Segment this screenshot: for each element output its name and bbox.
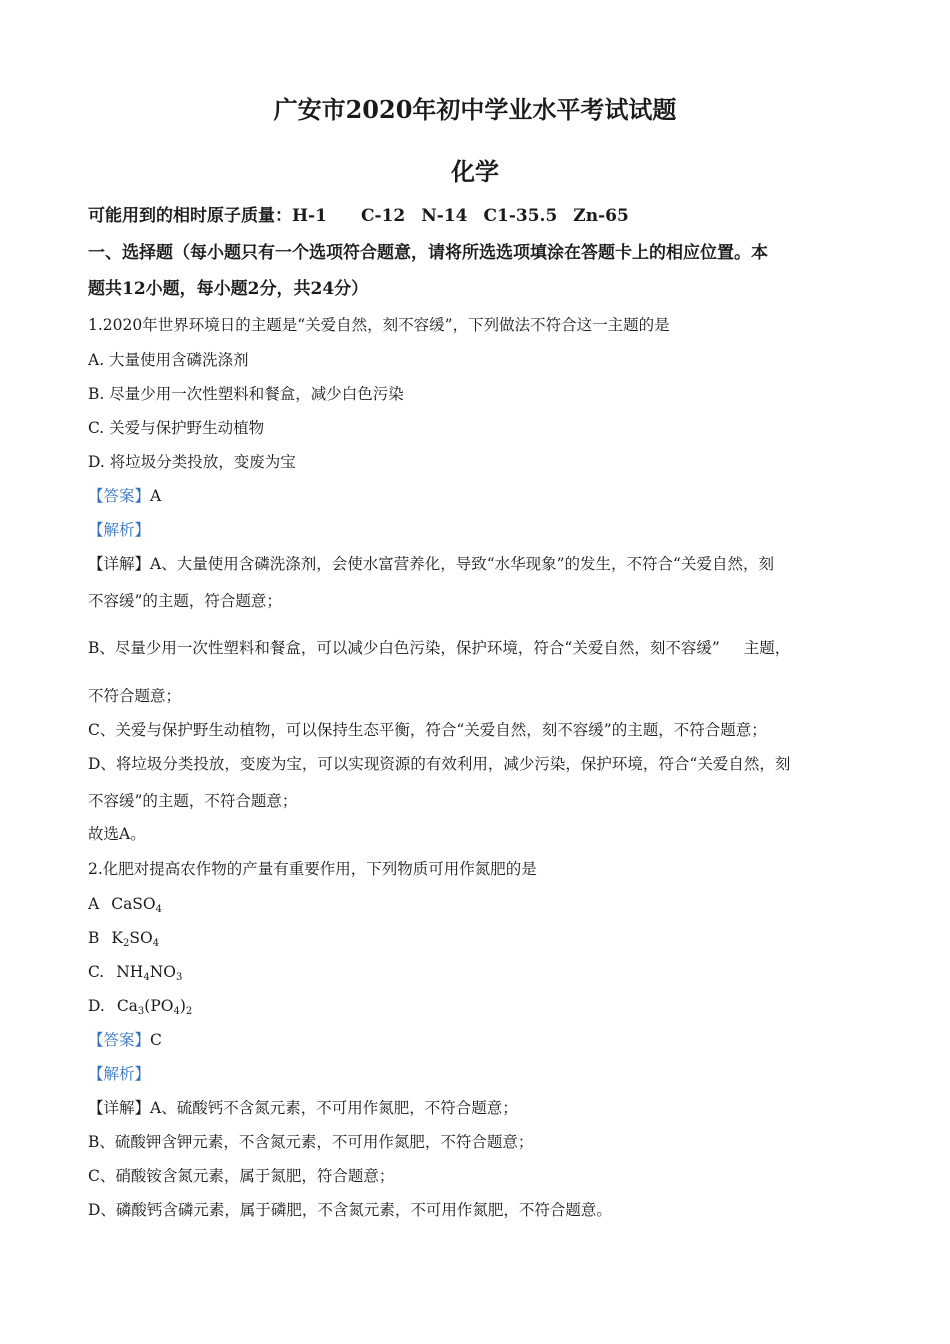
section-heading-line1: 一、选择题（每小题只有一个选项符合题意，请将所选选项填涂在答题卡上的相应位置。本: [88, 243, 768, 263]
q2-option-a: [88, 893, 162, 915]
q1-option-a: A. 大量使用含磷洗涤剂: [88, 351, 249, 369]
option-letter: C.: [88, 963, 105, 981]
formula-part: (PO: [144, 997, 174, 1015]
formula-part: CaSO: [111, 895, 156, 913]
q2-detail-a: [88, 1097, 518, 1119]
formula-part: Ca: [116, 997, 138, 1015]
option-letter: D.: [88, 997, 105, 1015]
formula-subscript: 4: [143, 972, 150, 983]
answer-tag: 【答案】: [88, 1031, 151, 1049]
formula-subscript: 3: [175, 972, 183, 983]
formula-part: ): [179, 997, 186, 1015]
option-letter: A: [88, 895, 100, 913]
q1-detail-a-line2: 不容缓”的主题，符合题意；: [88, 592, 282, 610]
q1-detail-a-line1: [88, 553, 774, 575]
formula-subscript: 4: [152, 938, 160, 949]
q2-analysis-tag: 【解析】: [88, 1065, 151, 1083]
q1-analysis-tag: 【解析】: [88, 521, 151, 539]
q2-option-b: [88, 927, 159, 949]
q1-option-b: B. 尽量少用一次性塑料和餐盒，减少白色污染: [88, 385, 404, 403]
q2-detail-d: D、磷酸钙含磷元素，属于磷肥，不含氮元素，不可用作氮肥，不符合题意。: [88, 1201, 612, 1219]
atomic-mass-item: C1-35.5: [483, 206, 558, 226]
atomic-masses-line: [88, 205, 629, 227]
formula-part: SO: [129, 929, 153, 947]
atomic-masses-label: 可能用到的相时原子质量：: [88, 206, 292, 226]
q1-detail-d-line1: D、将垃圾分类投放，变废为宝，可以实现资源的有效利用，减少污染，保护环境，符合“关爱自然，刻: [88, 755, 791, 773]
formula-part: K: [111, 929, 123, 947]
exam-title: 广安市2020年初中学业水平考试试题: [273, 95, 677, 124]
q1-detail-b-text: B、尽量少用一次性塑料和餐盒，可以减少白色污染，保护环境，符合“关爱自然，刻不容缓”: [88, 639, 720, 657]
q1-detail-b-line1: [88, 637, 790, 659]
q2-detail-a-text: A、硫酸钙不含氮元素，不可用作氮肥，不符合题意；: [150, 1099, 518, 1117]
q1-detail-c: C、关爱与保护野生动植物，可以保持生态平衡，符合“关爱自然，刻不容缓”的主题，不符合题意；: [88, 721, 767, 739]
q1-answer-line: [88, 485, 161, 507]
formula-part: NH: [116, 963, 144, 981]
formula-subscript: 3: [137, 1006, 145, 1017]
answer-tag: 【答案】: [88, 487, 151, 505]
formula-subscript: 4: [173, 1006, 180, 1017]
atomic-mass-item: H-1: [292, 206, 327, 226]
q1-stem: 1.2020年世界环境日的主题是“关爱自然，刻不容缓”，下列做法不符合这一主题的是: [88, 316, 670, 334]
q1-option-c: C. 关爱与保护野生动植物: [88, 419, 265, 437]
q2-answer: C: [150, 1031, 162, 1049]
q1-detail-b-line2: 不符合题意；: [88, 687, 182, 705]
q1-option-d: D. 将垃圾分类投放，变废为宝: [88, 453, 296, 471]
atomic-mass-item: C-12: [360, 206, 406, 226]
q1-detail-b-text-end: 主题，: [743, 639, 791, 657]
section-heading-line2: 题共12小题，每小题2分，共24分）: [88, 279, 369, 299]
q2-detail-b: B、硫酸钾含钾元素，不含氮元素，不可用作氮肥，不符合题意；: [88, 1133, 534, 1151]
q2-detail-c: C、硝酸铵含氮元素，属于氮肥，符合题意；: [88, 1167, 395, 1185]
q1-detail-a-text: A、大量使用含磷洗涤剂，会使水富营养化，导致“水华现象”的发生，不符合“关爱自然，刻: [150, 555, 774, 573]
q2-stem: 2.化肥对提高农作物的产量有重要作用，下列物质可用作氮肥的是: [88, 860, 537, 878]
q2-option-c: [88, 961, 182, 983]
option-letter: B: [88, 929, 100, 947]
formula-subscript: 2: [122, 938, 130, 949]
q2-option-d: [88, 995, 192, 1017]
q2-answer-line: [88, 1029, 162, 1051]
q1-answer: A: [150, 487, 162, 505]
subject-title: 化学: [451, 157, 499, 186]
formula-part: NO: [149, 963, 176, 981]
formula-subscript: 2: [185, 1006, 193, 1017]
atomic-mass-item: Zn-65: [573, 206, 629, 226]
detail-tag: 【详解】: [88, 1099, 151, 1117]
atomic-mass-item: N-14: [421, 206, 468, 226]
q1-conclusion: 故选A。: [88, 825, 146, 843]
q1-detail-d-line2: 不容缓”的主题，不符合题意；: [88, 792, 298, 810]
formula-subscript: 4: [155, 904, 163, 915]
detail-tag: 【详解】: [88, 555, 151, 573]
